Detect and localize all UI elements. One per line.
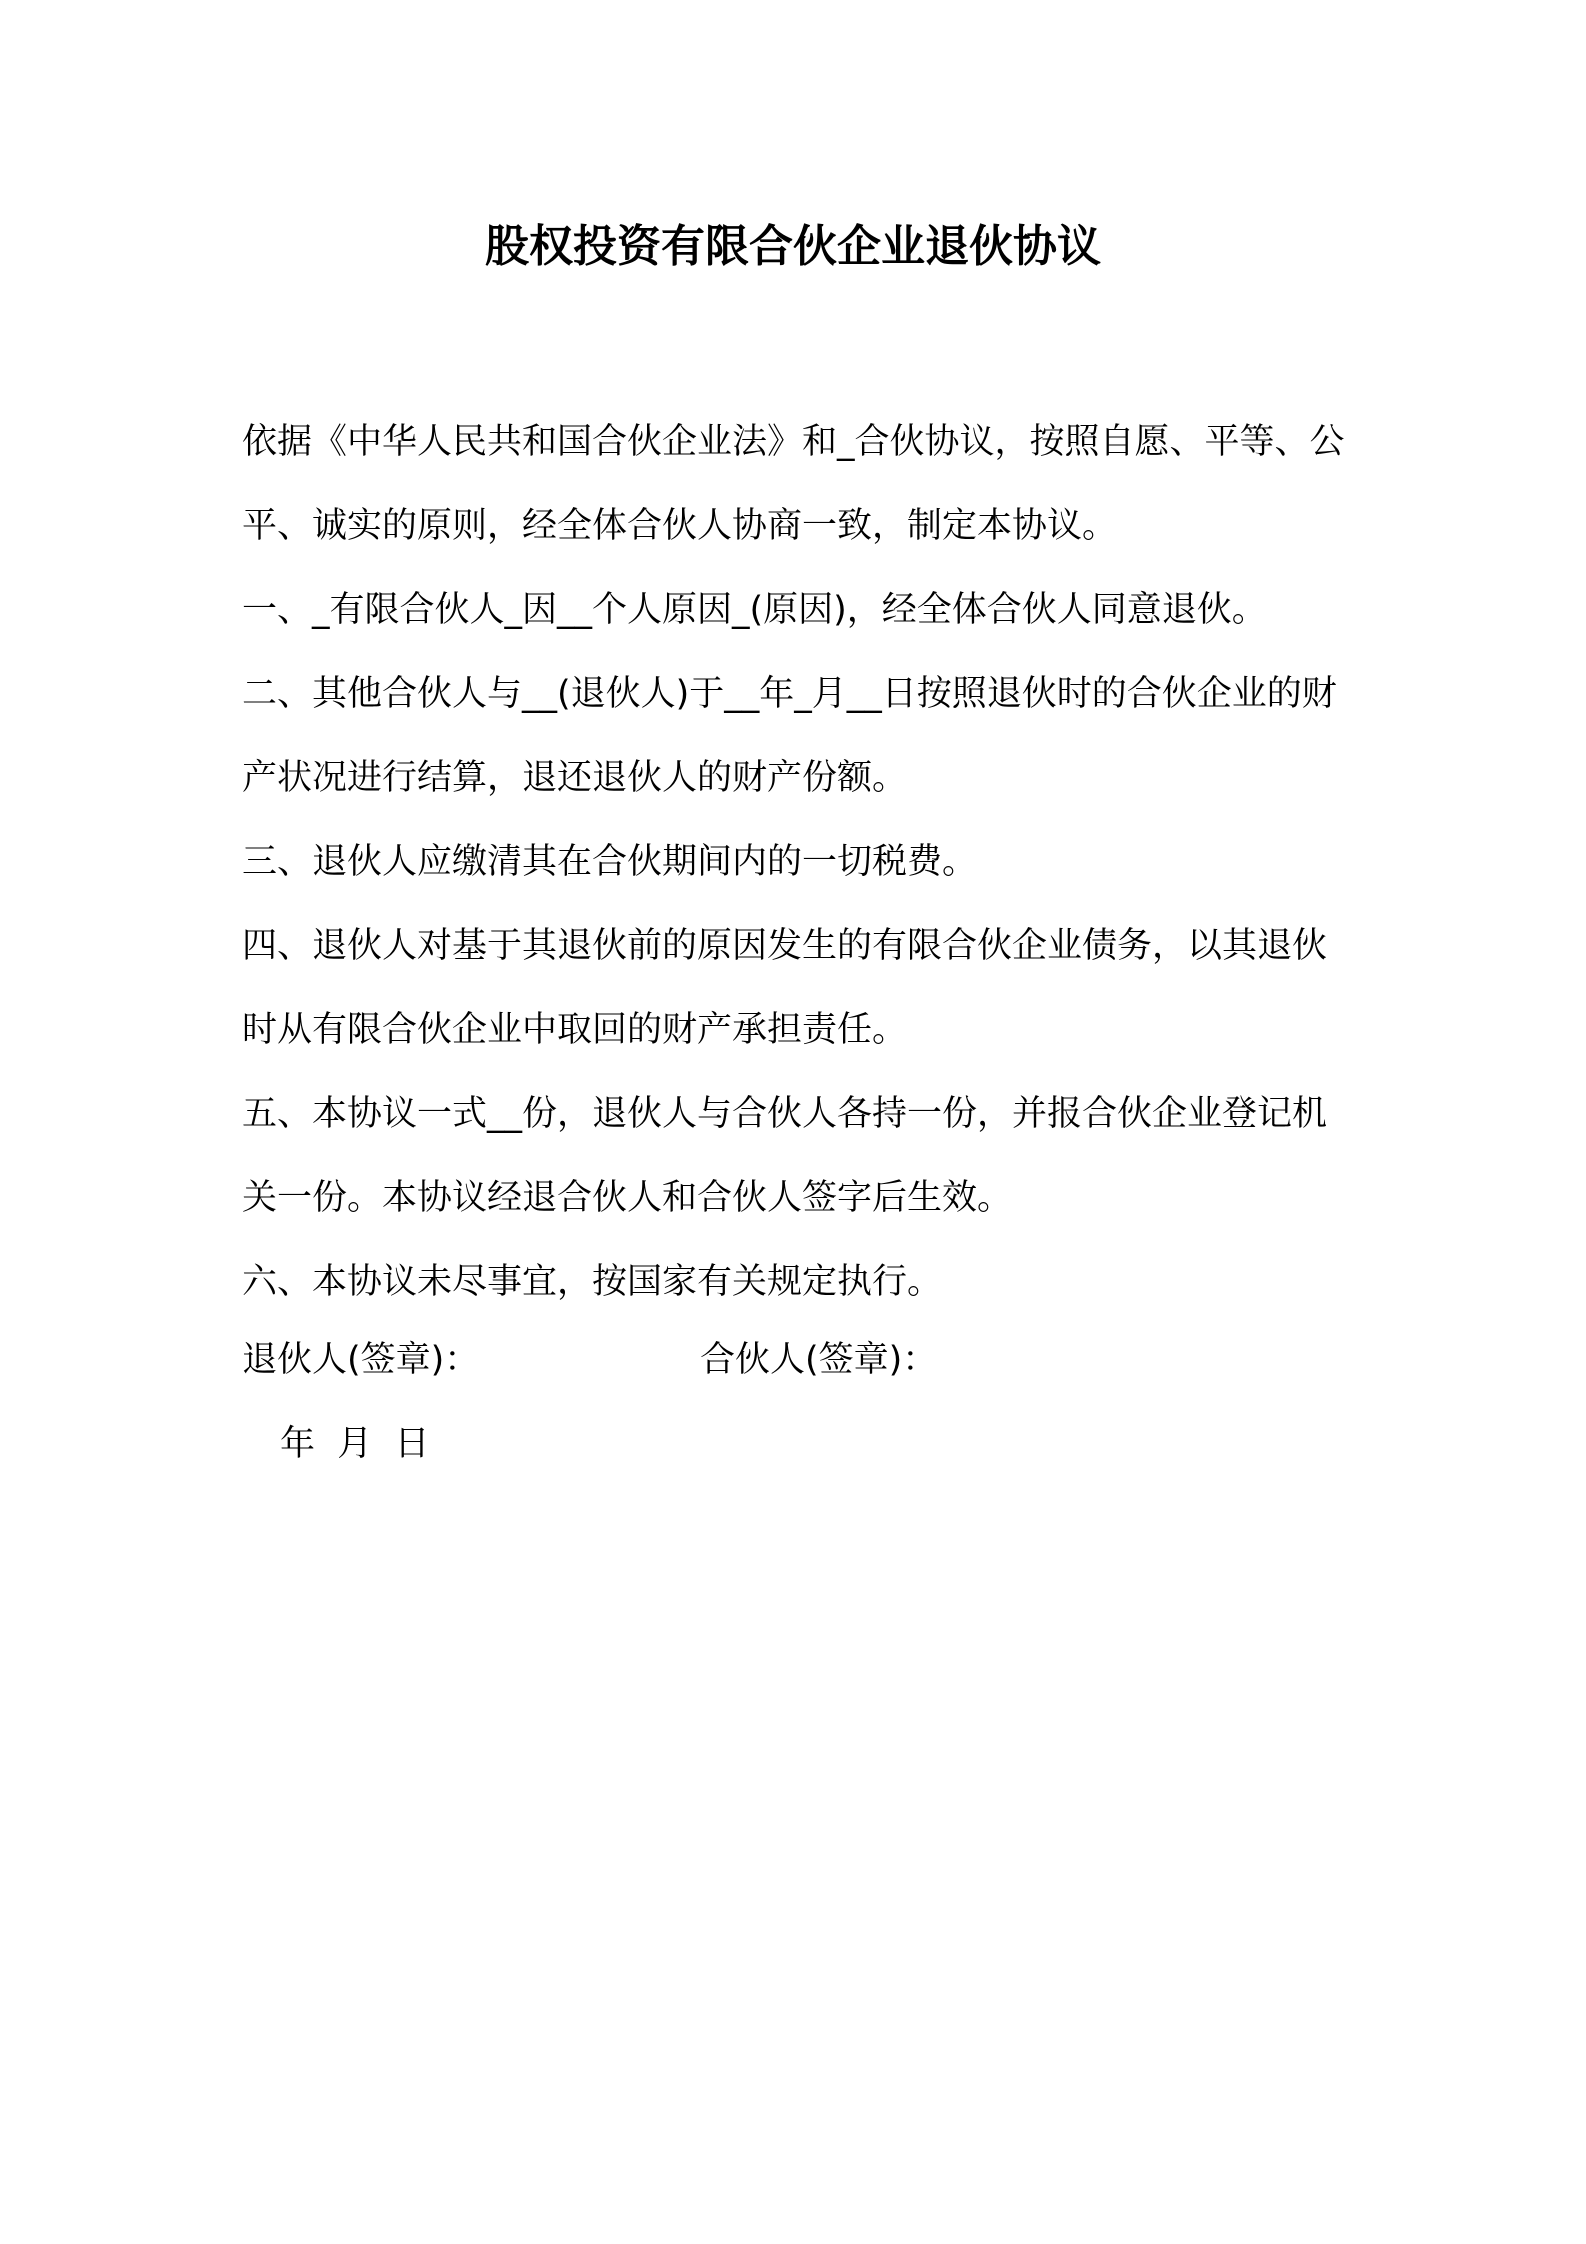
date-line: 年 月 日 [280, 1424, 430, 1464]
clause-1: 一、_有限合伙人_因__个人原因_(原因)，经全体合伙人同意退伙。 [242, 590, 1267, 630]
clause-5: 五、本协议一式__份，退伙人与合伙人各持一份，并报合伙企业登记机关一份。本协议经退合伙人和合伙人签字后生效。 [242, 1094, 1328, 1218]
clause-2: 二、其他合伙人与__(退伙人)于__年_月__日按照退伙时的合伙企业的财产状况进行结算，退还退伙人的财产份额。 [242, 674, 1337, 798]
document-title: 股权投资有限合伙企业退伙协议 [485, 221, 1101, 272]
partner-signature-label: 合伙人(签章)： [700, 1340, 938, 1380]
signature-row [242, 1318, 1357, 1402]
withdrawing-partner-signature-label: 退伙人(签章)： [242, 1340, 480, 1380]
clause-3: 三、退伙人应缴清其在合伙期间内的一切税费。 [242, 842, 978, 882]
clause-6: 六、本协议未尽事宜，按国家有关规定执行。 [242, 1262, 943, 1302]
paragraph-preamble: 依据《中华人民共和国合伙企业法》和_合伙协议，按照自愿、平等、公平、诚实的原则，经全体合伙人协商一致，制定本协议。 [242, 422, 1345, 546]
document-body [242, 400, 1357, 1324]
clause-4: 四、退伙人对基于其退伙前的原因发生的有限合伙企业债务，以其退伙时从有限合伙企业中取回的财产承担责任。 [242, 926, 1328, 1050]
